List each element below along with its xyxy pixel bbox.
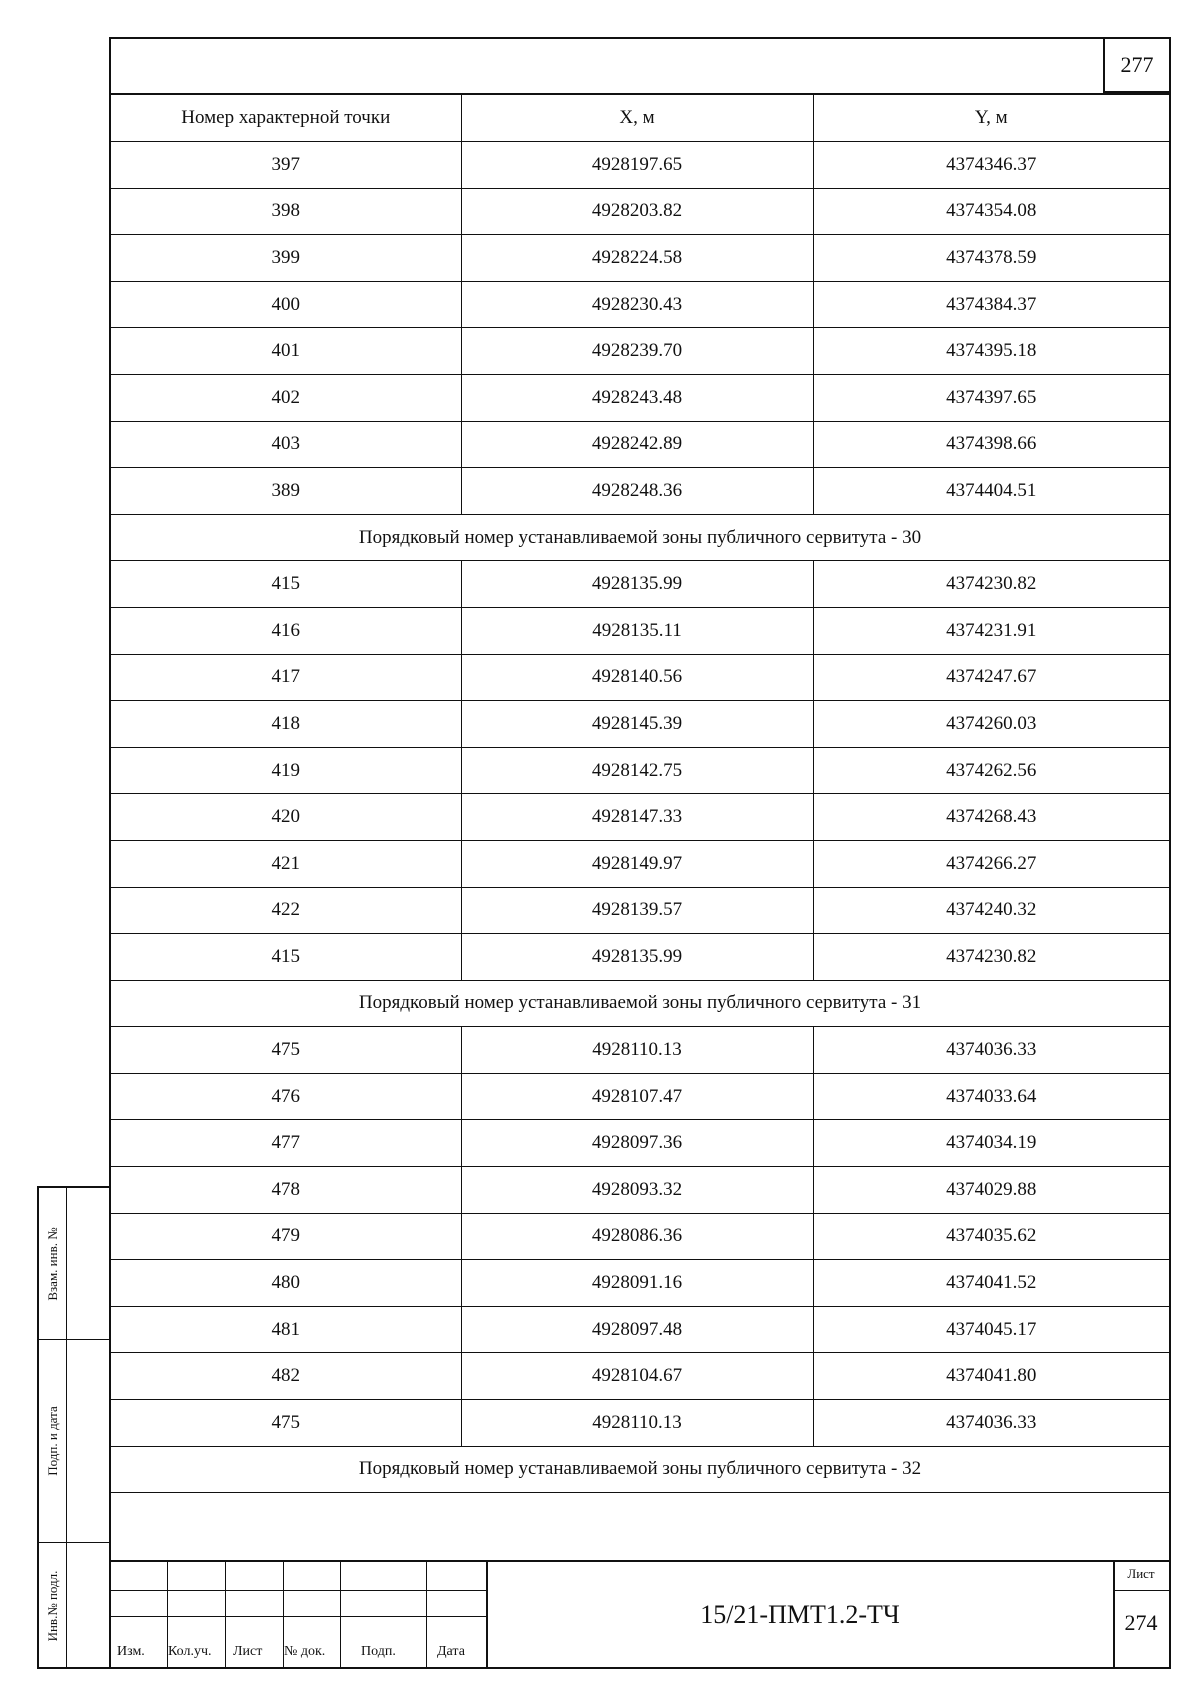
col-label-doc-no: № док. [284,1644,326,1659]
x-coordinate-cell: 4928135.11 [461,607,813,654]
page-number: 277 [1103,39,1169,93]
document-code: 15/21-ПМТ1.2-ТЧ [700,1599,900,1629]
table-row [111,235,1169,282]
side-stamp [37,1186,109,1669]
x-coordinate-cell: 4928104.67 [461,1353,813,1400]
point-number-cell: 479 [111,1213,461,1260]
x-coordinate-cell: 4928197.65 [461,142,813,189]
drawing-frame [109,37,1171,1669]
x-coordinate-cell: 4928093.32 [461,1167,813,1214]
table-row [111,374,1169,421]
y-coordinate-cell: 4374041.52 [813,1260,1169,1307]
table-row [111,142,1169,189]
x-coordinate-cell: 4928140.56 [461,654,813,701]
section-row [111,980,1169,1027]
point-number-cell: 482 [111,1353,461,1400]
y-coordinate-cell: 4374384.37 [813,281,1169,328]
table-row [111,747,1169,794]
point-number-cell: 418 [111,701,461,748]
y-coordinate-cell: 4374378.59 [813,235,1169,282]
x-coordinate-cell: 4928230.43 [461,281,813,328]
y-coordinate-cell: 4374266.27 [813,840,1169,887]
side-cell-signature-date [39,1340,109,1543]
x-coordinate-cell: 4928139.57 [461,887,813,934]
point-number-cell: 478 [111,1167,461,1214]
point-number-cell: 477 [111,1120,461,1167]
point-number-cell: 401 [111,328,461,375]
table-row [111,654,1169,701]
point-number-cell: 475 [111,1400,461,1447]
table-row [111,607,1169,654]
table-row [111,421,1169,468]
x-coordinate-cell: 4928135.99 [461,561,813,608]
table-row [111,840,1169,887]
section-row [111,514,1169,561]
y-coordinate-cell: 4374230.82 [813,934,1169,981]
x-coordinate-cell: 4928248.36 [461,468,813,515]
y-coordinate-cell: 4374035.62 [813,1213,1169,1260]
x-coordinate-cell: 4928091.16 [461,1260,813,1307]
y-coordinate-cell: 4374036.33 [813,1027,1169,1074]
table-row [111,188,1169,235]
table-row [111,468,1169,515]
x-coordinate-cell: 4928224.58 [461,235,813,282]
y-coordinate-cell: 4374036.33 [813,1400,1169,1447]
x-coordinate-cell: 4928149.97 [461,840,813,887]
table-row [111,701,1169,748]
y-coordinate-cell: 4374262.56 [813,747,1169,794]
point-number-cell: 416 [111,607,461,654]
table-row [111,1306,1169,1353]
x-coordinate-cell: 4928110.13 [461,1400,813,1447]
point-number-cell: 419 [111,747,461,794]
col-label-izm: Изм. [117,1644,145,1659]
table-row [111,1353,1169,1400]
table-row [111,561,1169,608]
title-block [111,1560,1169,1667]
y-coordinate-cell: 4374395.18 [813,328,1169,375]
point-number-cell: 417 [111,654,461,701]
y-coordinate-cell: 4374240.32 [813,887,1169,934]
table-row [111,1120,1169,1167]
section-title: Порядковый номер устанавливаемой зоны публичного сервитута - 32 [111,1446,1169,1493]
table-row [111,328,1169,375]
table-row [111,1213,1169,1260]
table-row [111,281,1169,328]
y-coordinate-cell: 4374033.64 [813,1073,1169,1120]
col-label-list: Лист [233,1644,263,1659]
header-point-number: Номер характерной точки [111,94,461,142]
y-coordinate-cell: 4374398.66 [813,421,1169,468]
y-coordinate-cell: 4374041.80 [813,1353,1169,1400]
point-number-cell: 399 [111,235,461,282]
table-row [111,1073,1169,1120]
point-number-cell: 415 [111,934,461,981]
side-label-replacement-inv: Взам. инв. № [44,1226,60,1301]
point-number-cell: 421 [111,840,461,887]
point-number-cell: 481 [111,1306,461,1353]
x-coordinate-cell: 4928147.33 [461,794,813,841]
header-y: Y, м [813,94,1169,142]
x-coordinate-cell: 4928097.36 [461,1120,813,1167]
y-coordinate-cell: 4374268.43 [813,794,1169,841]
x-coordinate-cell: 4928203.82 [461,188,813,235]
point-number-cell: 403 [111,421,461,468]
y-coordinate-cell: 4374346.37 [813,142,1169,189]
y-coordinate-cell: 4374231.91 [813,607,1169,654]
section-row [111,1446,1169,1493]
y-coordinate-cell: 4374230.82 [813,561,1169,608]
x-coordinate-cell: 4928242.89 [461,421,813,468]
coordinates-table [111,93,1169,1493]
side-cell-replacement-inv [39,1188,109,1340]
table-row [111,1027,1169,1074]
col-label-podp: Подп. [361,1644,396,1659]
table-header-row [111,94,1169,142]
x-coordinate-cell: 4928142.75 [461,747,813,794]
y-coordinate-cell: 4374045.17 [813,1306,1169,1353]
table-row [111,887,1169,934]
point-number-cell: 480 [111,1260,461,1307]
y-coordinate-cell: 4374354.08 [813,188,1169,235]
point-number-cell: 400 [111,281,461,328]
point-number-cell: 402 [111,374,461,421]
y-coordinate-cell: 4374029.88 [813,1167,1169,1214]
y-coordinate-cell: 4374247.67 [813,654,1169,701]
section-title: Порядковый номер устанавливаемой зоны публичного сервитута - 30 [111,514,1169,561]
col-label-kol-uch: Кол.уч. [168,1644,212,1659]
table-row [111,934,1169,981]
y-coordinate-cell: 4374260.03 [813,701,1169,748]
x-coordinate-cell: 4928239.70 [461,328,813,375]
point-number-cell: 398 [111,188,461,235]
x-coordinate-cell: 4928107.47 [461,1073,813,1120]
point-number-cell: 389 [111,468,461,515]
header-x: X, м [461,94,813,142]
x-coordinate-cell: 4928110.13 [461,1027,813,1074]
table-row [111,1400,1169,1447]
table-row [111,1167,1169,1214]
x-coordinate-cell: 4928135.99 [461,934,813,981]
sheet-label: Лист [1127,1566,1155,1581]
section-title: Порядковый номер устанавливаемой зоны публичного сервитута - 31 [111,980,1169,1027]
point-number-cell: 422 [111,887,461,934]
y-coordinate-cell: 4374034.19 [813,1120,1169,1167]
table-row [111,1260,1169,1307]
y-coordinate-cell: 4374404.51 [813,468,1169,515]
table-body [111,142,1169,1493]
point-number-cell: 420 [111,794,461,841]
col-label-data: Дата [437,1644,465,1659]
side-cell-original-inv [39,1543,109,1669]
side-label-signature-date: Подп. и дата [44,1406,60,1476]
point-number-cell: 475 [111,1027,461,1074]
side-label-original-inv: Инв.№ подл. [44,1570,60,1642]
point-number-cell: 476 [111,1073,461,1120]
x-coordinate-cell: 4928243.48 [461,374,813,421]
x-coordinate-cell: 4928097.48 [461,1306,813,1353]
x-coordinate-cell: 4928086.36 [461,1213,813,1260]
point-number-cell: 397 [111,142,461,189]
x-coordinate-cell: 4928145.39 [461,701,813,748]
y-coordinate-cell: 4374397.65 [813,374,1169,421]
sheet-number: 274 [1124,1610,1158,1635]
point-number-cell: 415 [111,561,461,608]
table-row [111,794,1169,841]
